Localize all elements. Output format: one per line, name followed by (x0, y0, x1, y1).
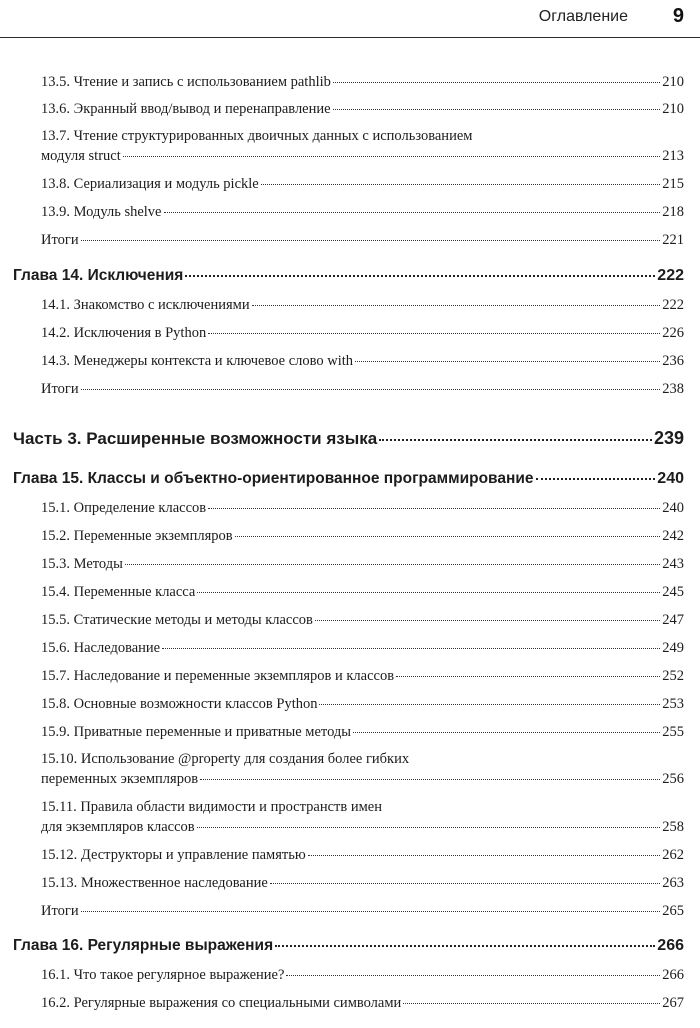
leader-dots (162, 648, 660, 649)
toc-entry-summary-13[interactable] (41, 232, 684, 249)
toc-entry-page: 222 (662, 297, 684, 313)
toc-entry-title: 15.12. Деструкторы и управление памятью (41, 847, 306, 863)
toc-entry-page: 255 (662, 724, 684, 740)
leader-dots (81, 389, 661, 390)
toc-chapter-page: 222 (657, 267, 684, 284)
toc-entry-title: Итоги (41, 381, 79, 397)
leader-dots (252, 305, 661, 306)
toc-entry-15-2[interactable] (41, 528, 684, 545)
leader-dots (315, 620, 660, 621)
leader-dots (185, 275, 655, 277)
toc-entry-title-line1: 15.10. Использование @property для создания более гибких (41, 751, 410, 767)
leader-dots (164, 212, 661, 213)
toc-entry-page: 240 (662, 500, 684, 516)
leader-dots (261, 184, 661, 185)
toc-entry-page: 258 (662, 819, 684, 835)
toc-part-title: Часть 3. Расширенные возможности языка (13, 429, 378, 448)
toc-entry-13-6[interactable] (41, 101, 684, 118)
leader-dots (197, 592, 660, 593)
header-section-title: Оглавление (538, 8, 628, 25)
toc-entry-15-12[interactable] (41, 847, 684, 864)
toc-entry-15-10[interactable] (41, 751, 684, 791)
toc-entry-page: 253 (662, 696, 684, 712)
toc-entry-13-9[interactable] (41, 204, 684, 221)
toc-entry-16-1[interactable] (41, 967, 684, 984)
leader-dots (81, 911, 661, 912)
toc-entry-page: 252 (662, 668, 684, 684)
leader-dots (396, 676, 660, 677)
toc-entry-title: 13.8. Сериализация и модуль pickle (41, 176, 259, 192)
leader-dots (333, 82, 660, 83)
leader-dots (81, 240, 661, 241)
toc-entry-page: 226 (662, 325, 684, 341)
header-page-number: 9 (672, 5, 684, 27)
toc-entry-13-8[interactable] (41, 176, 684, 193)
leader-dots (123, 156, 661, 157)
toc-entry-page: 215 (662, 176, 684, 192)
leader-dots (536, 478, 656, 480)
toc-entry-title: 14.2. Исключения в Python (41, 325, 207, 341)
leader-dots (355, 361, 660, 362)
toc-chapter-16[interactable] (13, 937, 684, 955)
toc-entry-title: 13.6. Экранный ввод/вывод и перенаправление (41, 101, 331, 117)
toc-entry-page: 210 (662, 74, 684, 90)
toc-entry-title: 15.13. Множественное наследование (41, 875, 268, 891)
toc-entry-summary-15[interactable] (41, 903, 684, 920)
toc-entry-14-2[interactable] (41, 325, 684, 342)
toc-entry-14-1[interactable] (41, 297, 684, 314)
toc-entry-title: 15.1. Определение классов (41, 500, 207, 516)
toc-entry-title: 15.9. Приватные переменные и приватные методы (41, 724, 352, 740)
leader-dots (270, 883, 660, 884)
toc-chapter-title: Глава 15. Классы и объектно-ориентированное программирование (13, 470, 534, 487)
toc-entry-title-line2: переменных экземпляров (41, 771, 199, 787)
toc-part-page: 239 (653, 428, 684, 448)
toc-entry-title: 15.4. Переменные класса (41, 584, 196, 600)
leader-dots (403, 1003, 660, 1004)
toc-entry-title: 13.5. Чтение и запись с использованием pathlib (41, 74, 331, 90)
toc-entry-page: 266 (662, 967, 684, 983)
toc-entry-15-9[interactable] (41, 724, 684, 741)
toc-entry-15-13[interactable] (41, 875, 684, 892)
toc-entry-title: 16.2. Регулярные выражения со специальными символами (41, 995, 402, 1011)
toc-entry-title: 15.5. Статические методы и методы классов (41, 612, 313, 628)
toc-entry-title-line1: 15.11. Правила области видимости и пространств имен (41, 799, 382, 815)
leader-dots (208, 508, 660, 509)
leader-dots (353, 732, 660, 733)
toc-entry-15-8[interactable] (41, 696, 684, 713)
toc-entry-title: 14.3. Менеджеры контекста и ключевое слово with (41, 353, 354, 369)
toc-entry-title-line1: 13.7. Чтение структурированных двоичных данных с использованием (41, 128, 473, 144)
toc-entry-13-5[interactable] (41, 74, 684, 91)
toc-entry-13-7[interactable] (41, 128, 684, 168)
toc-chapter-page: 240 (657, 470, 684, 487)
leader-dots (379, 439, 652, 441)
toc-chapter-title: Глава 14. Исключения (13, 267, 184, 284)
leader-dots (208, 333, 660, 334)
running-header (0, 0, 700, 38)
toc-entry-14-3[interactable] (41, 353, 684, 370)
toc-entry-title: 15.2. Переменные экземпляров (41, 528, 233, 544)
leader-dots (275, 945, 655, 947)
leader-dots (308, 855, 661, 856)
toc-entry-title: 15.3. Методы (41, 556, 123, 572)
toc-entry-title-line2: для экземпляров классов (41, 819, 195, 835)
leader-dots (125, 564, 660, 565)
leader-dots (319, 704, 660, 705)
toc-entry-page: 267 (662, 995, 684, 1011)
toc-entry-title: Итоги (41, 232, 79, 248)
toc-entry-16-2[interactable] (41, 995, 684, 1012)
toc-entry-page: 218 (662, 204, 684, 220)
toc-entry-page: 263 (662, 875, 684, 891)
toc-entry-page: 245 (662, 584, 684, 600)
toc-entry-title: 14.1. Знакомство с исключениями (41, 297, 250, 313)
toc-entry-summary-14[interactable] (41, 381, 684, 398)
leader-dots (235, 536, 661, 537)
toc-chapter-14[interactable] (13, 267, 684, 285)
toc-chapter-15[interactable] (13, 470, 684, 488)
toc-entry-page: 236 (662, 353, 684, 369)
toc-entry-title: 15.8. Основные возможности классов Python (41, 696, 318, 712)
toc-entry-page: 238 (662, 381, 684, 397)
toc-entry-15-5[interactable] (41, 612, 684, 629)
leader-dots (333, 109, 661, 110)
toc-chapter-title: Глава 16. Регулярные выражения (13, 937, 274, 954)
toc-entry-title: 15.6. Наследование (41, 640, 161, 656)
toc-entry-page: 262 (662, 847, 684, 863)
toc-entry-page: 247 (662, 612, 684, 628)
toc-entry-15-7[interactable] (41, 668, 684, 685)
toc-entry-page: 243 (662, 556, 684, 572)
leader-dots (200, 779, 660, 780)
toc-entry-title-line2: модуля struct (41, 148, 121, 164)
toc-entry-15-4[interactable] (41, 584, 684, 601)
toc-chapter-page: 266 (657, 937, 684, 954)
toc-entry-page: 221 (662, 232, 684, 248)
toc-entry-page: 256 (662, 771, 684, 787)
toc-entry-15-11[interactable] (41, 799, 684, 839)
toc-entry-title: 16.1. Что такое регулярное выражение? (41, 967, 285, 983)
toc-entry-page: 242 (662, 528, 684, 544)
toc-entry-15-6[interactable] (41, 640, 684, 657)
toc-entry-page: 210 (662, 101, 684, 117)
toc-entry-page: 213 (662, 148, 684, 164)
leader-dots (286, 975, 660, 976)
toc-entry-title: Итоги (41, 903, 79, 919)
toc-part-3[interactable] (13, 428, 684, 449)
toc-entry-15-3[interactable] (41, 556, 684, 573)
leader-dots (197, 827, 661, 828)
toc-entry-page: 265 (662, 903, 684, 919)
toc-entry-15-1[interactable] (41, 500, 684, 517)
toc-entry-title: 15.7. Наследование и переменные экземпляров и классов (41, 668, 395, 684)
toc-entry-title: 13.9. Модуль shelve (41, 204, 162, 220)
toc-entry-page: 249 (662, 640, 684, 656)
